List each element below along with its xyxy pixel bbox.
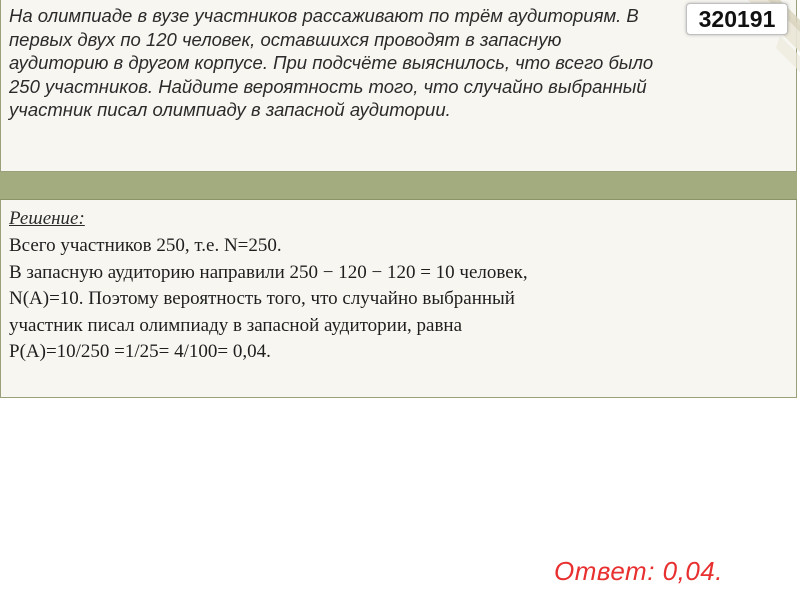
- problem-text: [9, 4, 789, 122]
- solution-panel: [0, 200, 797, 398]
- problem-line: участник писал олимпиаду в запасной аудитории.: [9, 99, 451, 120]
- problem-line: аудиторию в другом корпусе. При подсчёте выяснилось, что всего было: [9, 52, 654, 73]
- solution-heading: Решение:: [9, 208, 85, 229]
- problem-line: 250 участников. Найдите вероятность того, что случайно выбранный: [9, 75, 647, 97]
- solution-line: Всего участников 250, т.е. N=250.: [9, 235, 282, 256]
- problem-panel: [0, 0, 797, 172]
- solution-line: P(A)=10/250 =1/25= 4/100= 0,04.: [9, 341, 271, 362]
- problem-id-badge: 320191: [686, 3, 788, 35]
- solution-text: [9, 233, 789, 366]
- solution-line: N(A)=10. Поэтому вероятность того, что случайно выбранный: [9, 288, 515, 309]
- answer-text: Ответ: 0,04.: [554, 556, 723, 586]
- solution-line: участник писал олимпиаду в запасной аудитории, равна: [9, 314, 463, 336]
- solution-line: В запасную аудиторию направили 250 − 120 − 120 = 10 человек,: [9, 261, 528, 283]
- problem-line: первых двух по 120 человек, оставшихся проводят в запасную: [9, 28, 562, 50]
- problem-line: На олимпиаде в вузе участников рассаживают по трём аудиториям. В: [9, 5, 639, 26]
- divider-bar: [0, 172, 797, 200]
